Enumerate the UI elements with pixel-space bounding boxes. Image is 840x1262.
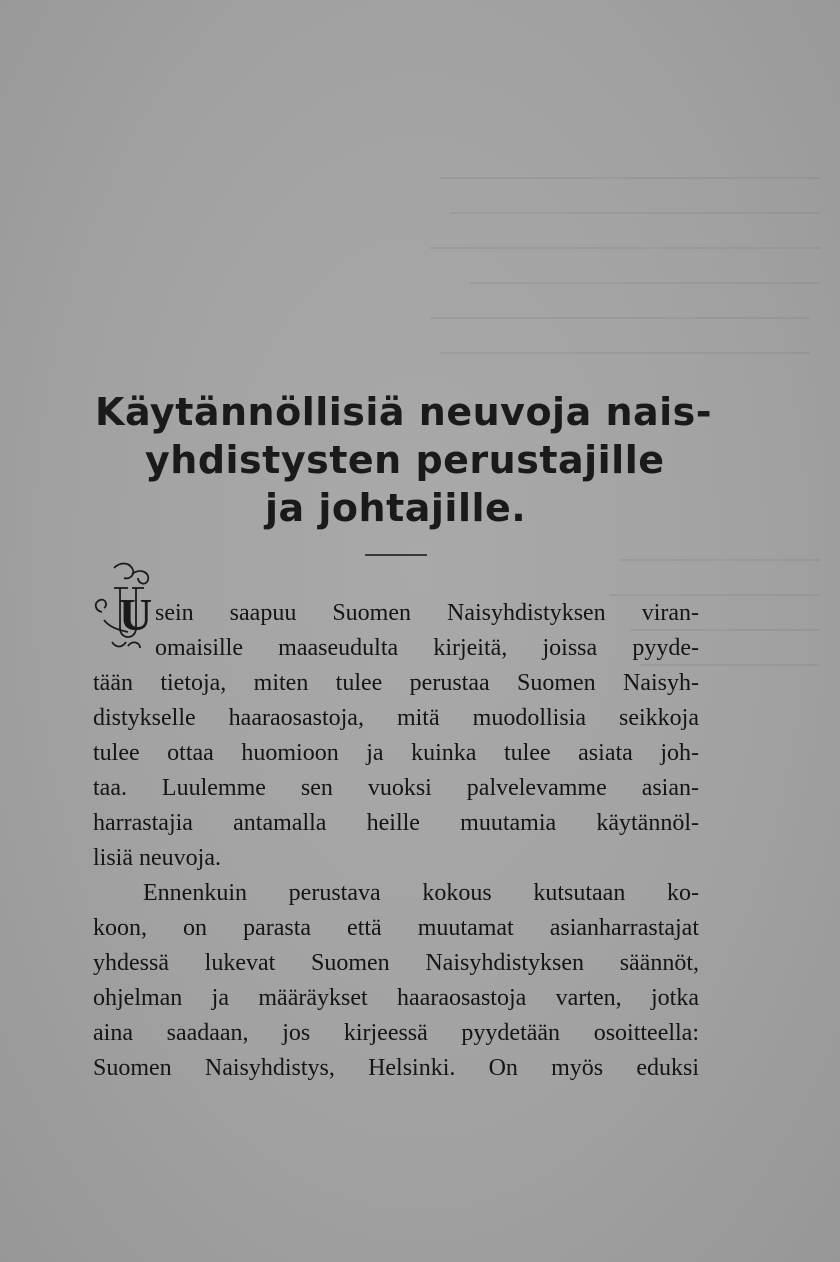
paragraph2-line: yhdessä lukevat Suomen Naisyhdistyksen säännöt, (93, 950, 699, 976)
paragraph1-line: sein saapuu Suomen Naisyhdistyksen viran- (155, 600, 699, 626)
paragraph2-line: Ennenkuin perustava kokous kutsutaan ko- (143, 880, 699, 906)
paragraph2-line: Suomen Naisyhdistys, Helsinki. On myös eduksi (93, 1055, 699, 1081)
article-title (95, 388, 815, 532)
paragraph1-line: harrastajia antamalla heille muutamia käytännöl- (93, 810, 699, 836)
title-line-2: yhdistysten perustajille (145, 438, 665, 482)
paragraph1-line: lisiä neuvoja. (93, 845, 221, 871)
paragraph1-line: omaisille maaseudulta kirjeitä, joissa pyyde- (155, 635, 699, 661)
paragraph2-line: ohjelman ja määräykset haaraosastoja varten, jotka (93, 985, 699, 1011)
paragraph1-line: tulee ottaa huomioon ja kuinka tulee asiata joh- (93, 740, 699, 766)
paragraph2-line: aina saadaan, jos kirjeessä pyydetään osoitteella: (93, 1020, 699, 1046)
drop-cap-letter: U (119, 589, 153, 640)
paragraph1-line: taa. Luulemme sen vuoksi palvelevamme asian- (93, 775, 699, 801)
title-line-3: ja johtajille. (265, 486, 527, 530)
title-line-1: Käytännöllisiä neuvoja nais- (95, 390, 713, 434)
separator-rule (365, 554, 427, 556)
paragraph1-line: distykselle haaraosastoja, mitä muodollisia seikkoja (93, 705, 699, 731)
paragraph1-line: tään tietoja, miten tulee perustaa Suomen Naisyh- (93, 670, 699, 696)
paragraph2-line: koon, on parasta että muutamat asianharrastajat (93, 915, 699, 941)
article-body (93, 596, 699, 1086)
